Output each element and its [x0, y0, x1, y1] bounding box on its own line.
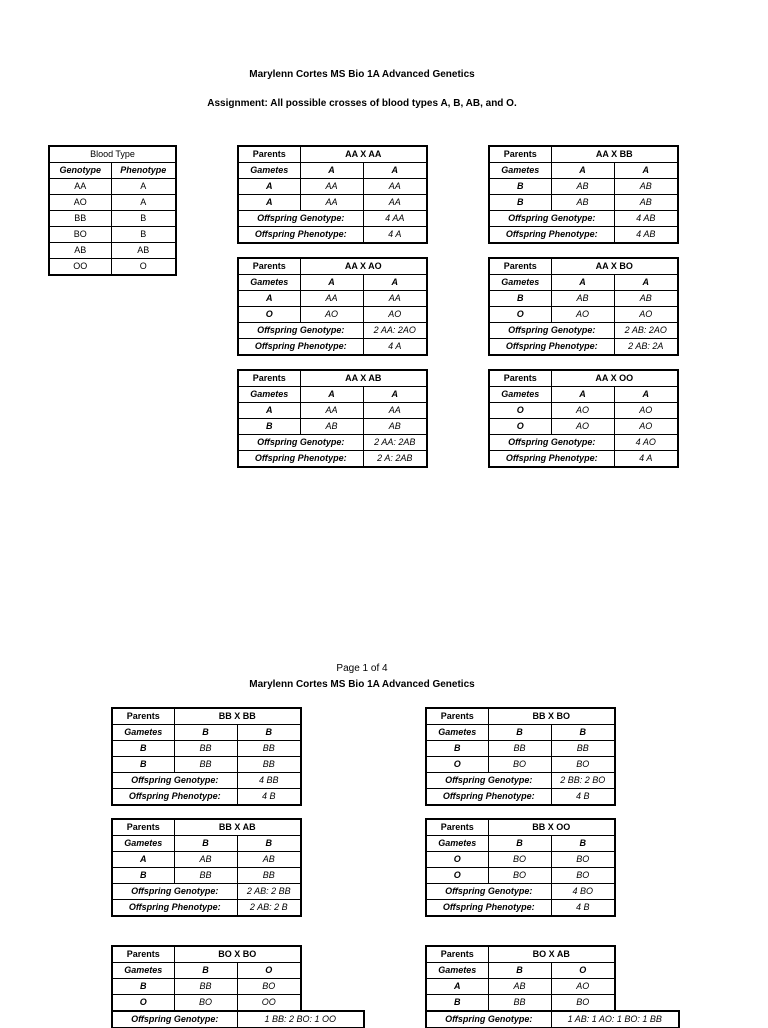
punnett-cell: AB: [614, 179, 678, 195]
punnett-cell: AA: [300, 403, 363, 419]
gamete-header: A: [614, 275, 678, 291]
offspring-genotype-value: 2 BB: 2 BO: [551, 773, 615, 789]
parents-label: Parents: [238, 370, 300, 387]
gamete-header: A: [363, 163, 427, 179]
offspring-phenotype-value: 4 A: [363, 227, 427, 244]
phenotype-cell: B: [111, 227, 176, 243]
gamete-header: A: [551, 163, 614, 179]
offspring-phenotype-value: 4 B: [551, 789, 615, 806]
cross-table-aa-x-ab: [237, 369, 428, 468]
gamete-row-header: A: [238, 179, 300, 195]
punnett-cell: AO: [551, 419, 614, 435]
gamete-header: A: [614, 387, 678, 403]
gametes-label: Gametes: [489, 387, 551, 403]
document-title: Marylenn Cortes MS Bio 1A Advanced Genetics: [249, 679, 475, 690]
gametes-label: Gametes: [489, 275, 551, 291]
punnett-cell: AO: [614, 307, 678, 323]
offspring-genotype-label: Offspring Genotype:: [426, 1011, 551, 1028]
punnett-cell: AA: [363, 291, 427, 307]
punnett-cell: OO: [237, 995, 301, 1012]
punnett-cell: AA: [300, 179, 363, 195]
blood-type-table: [48, 145, 177, 276]
punnett-cell: BB: [174, 979, 237, 995]
blood-type-title: Blood Type: [49, 146, 176, 163]
cross-table-aa-x-bb: [488, 145, 679, 244]
punnett-cell: AO: [363, 307, 427, 323]
offspring-genotype-label: Offspring Genotype:: [112, 1011, 237, 1028]
punnett-cell: AB: [551, 291, 614, 307]
offspring-phenotype-label: Offspring Phenotype:: [489, 451, 614, 468]
gamete-header: B: [174, 836, 237, 852]
gametes-label: Gametes: [238, 387, 300, 403]
cross-title: BB X OO: [488, 819, 615, 836]
gamete-row-header: O: [112, 995, 174, 1012]
punnett-cell: BO: [237, 979, 301, 995]
offspring-phenotype-value: 4 A: [614, 451, 678, 468]
genotype-cell: BO: [49, 227, 111, 243]
cross-title: BO X AB: [488, 946, 615, 963]
gamete-header: A: [300, 163, 363, 179]
punnett-cell: AB: [488, 979, 551, 995]
phenotype-cell: B: [111, 211, 176, 227]
offspring-genotype-label: Offspring Genotype:: [238, 211, 363, 227]
gamete-row-header: O: [426, 868, 488, 884]
punnett-cell: AO: [551, 979, 615, 995]
gamete-row-header: B: [489, 291, 551, 307]
gamete-row-header: B: [112, 757, 174, 773]
genotype-cell: AO: [49, 195, 111, 211]
cross-table-bb-x-bo: [425, 707, 616, 806]
punnett-cell: BB: [237, 868, 301, 884]
gamete-header: O: [551, 963, 615, 979]
gamete-row-header: B: [112, 741, 174, 757]
offspring-genotype-value: 4 BO: [551, 884, 615, 900]
gamete-row-header: A: [238, 195, 300, 211]
gamete-header: A: [300, 387, 363, 403]
parents-label: Parents: [426, 708, 488, 725]
gamete-header: B: [551, 836, 615, 852]
gamete-row-header: O: [238, 307, 300, 323]
punnett-cell: AA: [363, 195, 427, 211]
gamete-header: A: [551, 275, 614, 291]
phenotype-cell: A: [111, 195, 176, 211]
gamete-header: A: [300, 275, 363, 291]
gametes-label: Gametes: [112, 963, 174, 979]
offspring-phenotype-value: 2 AB: 2 B: [237, 900, 301, 917]
cross-title: BB X AB: [174, 819, 301, 836]
punnett-cell: BO: [551, 757, 615, 773]
offspring-genotype-label: Offspring Genotype:: [489, 435, 614, 451]
cross-table-aa-x-bo: [488, 257, 679, 356]
punnett-cell: BB: [174, 868, 237, 884]
gamete-row-header: O: [426, 757, 488, 773]
punnett-cell: AA: [300, 291, 363, 307]
gametes-label: Gametes: [238, 275, 300, 291]
punnett-cell: AB: [551, 179, 614, 195]
gamete-header: B: [488, 963, 551, 979]
cross-table-aa-x-oo: [488, 369, 679, 468]
punnett-cell: BB: [551, 741, 615, 757]
punnett-cell: AB: [614, 291, 678, 307]
punnett-cell: BO: [174, 995, 237, 1012]
phenotype-cell: AB: [111, 243, 176, 259]
gamete-header: B: [488, 725, 551, 741]
parents-label: Parents: [112, 819, 174, 836]
phenotype-header: Phenotype: [111, 163, 176, 179]
punnett-cell: AB: [174, 852, 237, 868]
gametes-label: Gametes: [489, 163, 551, 179]
offspring-phenotype-label: Offspring Phenotype:: [238, 451, 363, 468]
punnett-cell: AB: [300, 419, 363, 435]
punnett-cell: AA: [363, 403, 427, 419]
offspring-phenotype-label: Offspring Phenotype:: [489, 227, 614, 244]
offspring-genotype-label: Offspring Genotype:: [238, 435, 363, 451]
genotype-cell: AA: [49, 179, 111, 195]
gamete-header: B: [551, 725, 615, 741]
cross-title: AA X AO: [300, 258, 427, 275]
punnett-cell: BO: [551, 868, 615, 884]
gamete-row-header: B: [489, 179, 551, 195]
parents-label: Parents: [238, 258, 300, 275]
offspring-genotype-label: Offspring Genotype:: [489, 211, 614, 227]
offspring-phenotype-label: Offspring Phenotype:: [238, 339, 363, 356]
cross-table-bb-x-ab: [111, 818, 302, 917]
offspring-genotype-label: Offspring Genotype:: [112, 884, 237, 900]
assignment-line: Assignment: All possible crosses of blood types A, B, AB, and O.: [207, 98, 517, 109]
punnett-cell: BO: [551, 995, 615, 1012]
gamete-row-header: B: [112, 868, 174, 884]
offspring-genotype-value: 1 BB: 2 BO: 1 OO: [237, 1011, 364, 1028]
punnett-cell: AO: [300, 307, 363, 323]
gamete-header: B: [237, 836, 301, 852]
parents-label: Parents: [426, 946, 488, 963]
cross-title: AA X AB: [300, 370, 427, 387]
offspring-phenotype-value: 2 A: 2AB: [363, 451, 427, 468]
gamete-row-header: O: [489, 307, 551, 323]
gamete-row-header: A: [426, 979, 488, 995]
cross-title: BB X BO: [488, 708, 615, 725]
gamete-row-header: O: [489, 403, 551, 419]
cross-title: AA X BO: [551, 258, 678, 275]
gamete-row-header: A: [238, 291, 300, 307]
offspring-genotype-value: 4 AB: [614, 211, 678, 227]
offspring-genotype-value: 2 AA: 2AB: [363, 435, 427, 451]
parents-label: Parents: [238, 146, 300, 163]
gamete-header: A: [551, 387, 614, 403]
gamete-row-header: O: [489, 419, 551, 435]
cross-title: AA X BB: [551, 146, 678, 163]
punnett-cell: BB: [174, 757, 237, 773]
genotype-header: Genotype: [49, 163, 111, 179]
genotype-cell: OO: [49, 259, 111, 276]
offspring-phenotype-value: 4 A: [363, 339, 427, 356]
cross-title: BO X BO: [174, 946, 301, 963]
punnett-cell: AO: [551, 403, 614, 419]
parents-label: Parents: [489, 370, 551, 387]
cross-title: BB X BB: [174, 708, 301, 725]
offspring-genotype-value: 4 BB: [237, 773, 301, 789]
genotype-cell: BB: [49, 211, 111, 227]
offspring-genotype-label: Offspring Genotype:: [489, 323, 614, 339]
gamete-header: B: [237, 725, 301, 741]
punnett-cell: BO: [551, 852, 615, 868]
offspring-genotype-value: 2 AB: 2AO: [614, 323, 678, 339]
punnett-cell: BB: [174, 741, 237, 757]
offspring-genotype-value: 1 AB: 1 AO: 1 BO: 1 BB: [551, 1011, 679, 1028]
parents-label: Parents: [489, 146, 551, 163]
punnett-cell: BB: [237, 757, 301, 773]
gamete-header: A: [614, 163, 678, 179]
gametes-label: Gametes: [426, 725, 488, 741]
cross-table-aa-x-aa: [237, 145, 428, 244]
gamete-header: B: [174, 963, 237, 979]
offspring-phenotype-label: Offspring Phenotype:: [489, 339, 614, 356]
cross-table-bo-x-ab: [425, 945, 680, 1028]
punnett-cell: AA: [300, 195, 363, 211]
gamete-header: B: [488, 836, 551, 852]
offspring-phenotype-value: 4 B: [551, 900, 615, 917]
offspring-genotype-value: 4 AO: [614, 435, 678, 451]
gamete-header: A: [363, 275, 427, 291]
document-title: Marylenn Cortes MS Bio 1A Advanced Genetics: [249, 69, 475, 80]
punnett-cell: AO: [551, 307, 614, 323]
cross-table-bb-x-bb: [111, 707, 302, 806]
offspring-phenotype-value: 4 AB: [614, 227, 678, 244]
punnett-cell: AA: [363, 179, 427, 195]
parents-label: Parents: [112, 708, 174, 725]
gamete-row-header: B: [238, 419, 300, 435]
gametes-label: Gametes: [426, 963, 488, 979]
gamete-row-header: B: [112, 979, 174, 995]
punnett-cell: BB: [488, 741, 551, 757]
punnett-cell: BB: [488, 995, 551, 1012]
offspring-genotype-value: 2 AA: 2AO: [363, 323, 427, 339]
phenotype-cell: O: [111, 259, 176, 276]
parents-label: Parents: [426, 819, 488, 836]
offspring-phenotype-label: Offspring Phenotype:: [238, 227, 363, 244]
punnett-cell: AB: [551, 195, 614, 211]
gametes-label: Gametes: [426, 836, 488, 852]
gamete-header: B: [174, 725, 237, 741]
cross-table-bb-x-oo: [425, 818, 616, 917]
cross-title: AA X OO: [551, 370, 678, 387]
offspring-phenotype-label: Offspring Phenotype:: [426, 789, 551, 806]
punnett-cell: AB: [614, 195, 678, 211]
parents-label: Parents: [489, 258, 551, 275]
offspring-genotype-label: Offspring Genotype:: [112, 773, 237, 789]
gametes-label: Gametes: [112, 725, 174, 741]
gamete-row-header: O: [426, 852, 488, 868]
offspring-phenotype-label: Offspring Phenotype:: [112, 900, 237, 917]
phenotype-cell: A: [111, 179, 176, 195]
offspring-genotype-value: 2 AB: 2 BB: [237, 884, 301, 900]
offspring-phenotype-label: Offspring Phenotype:: [112, 789, 237, 806]
gamete-header: O: [237, 963, 301, 979]
punnett-cell: BO: [488, 852, 551, 868]
punnett-cell: BO: [488, 868, 551, 884]
gametes-label: Gametes: [112, 836, 174, 852]
offspring-genotype-value: 4 AA: [363, 211, 427, 227]
offspring-phenotype-label: Offspring Phenotype:: [426, 900, 551, 917]
offspring-phenotype-value: 2 AB: 2A: [614, 339, 678, 356]
offspring-genotype-label: Offspring Genotype:: [426, 773, 551, 789]
gamete-row-header: A: [112, 852, 174, 868]
punnett-cell: BB: [237, 741, 301, 757]
cross-title: AA X AA: [300, 146, 427, 163]
punnett-cell: AB: [237, 852, 301, 868]
genotype-cell: AB: [49, 243, 111, 259]
gamete-row-header: B: [489, 195, 551, 211]
gamete-row-header: B: [426, 995, 488, 1012]
punnett-cell: BO: [488, 757, 551, 773]
punnett-cell: AB: [363, 419, 427, 435]
offspring-phenotype-value: 4 B: [237, 789, 301, 806]
punnett-cell: AO: [614, 403, 678, 419]
page-number: Page 1 of 4: [336, 663, 388, 674]
gametes-label: Gametes: [238, 163, 300, 179]
cross-table-aa-x-ao: [237, 257, 428, 356]
gamete-header: A: [363, 387, 427, 403]
gamete-row-header: A: [238, 403, 300, 419]
parents-label: Parents: [112, 946, 174, 963]
punnett-cell: AO: [614, 419, 678, 435]
offspring-genotype-label: Offspring Genotype:: [426, 884, 551, 900]
cross-table-bo-x-bo: [111, 945, 365, 1028]
offspring-genotype-label: Offspring Genotype:: [238, 323, 363, 339]
gamete-row-header: B: [426, 741, 488, 757]
